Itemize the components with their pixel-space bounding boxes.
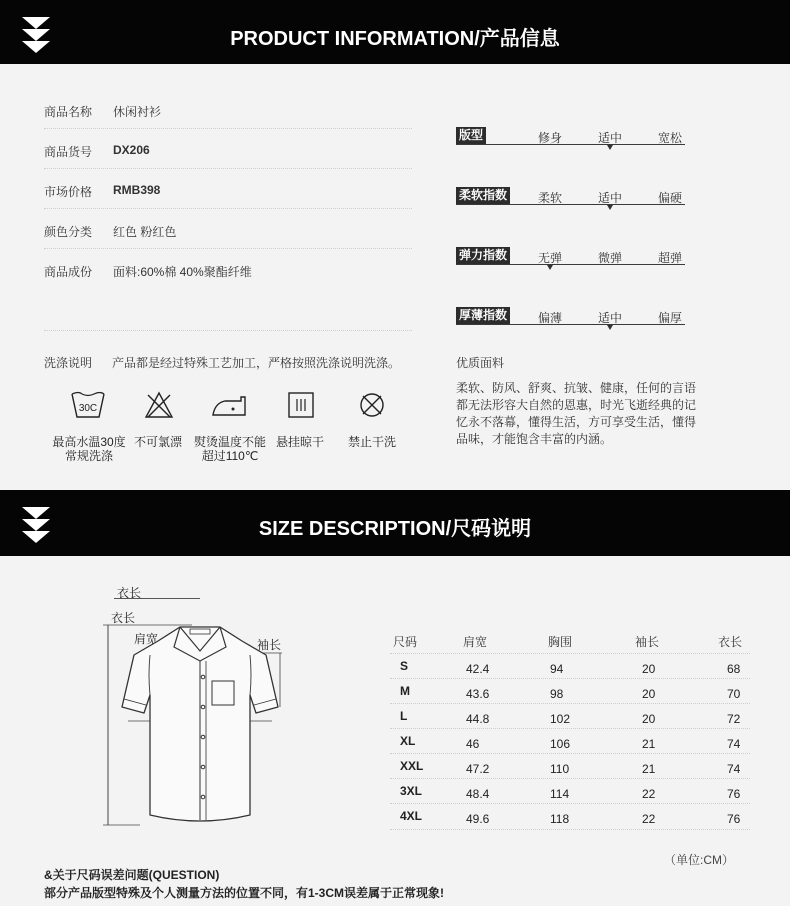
scale-option: 偏硬 [658,191,683,205]
size-cell: 21 [642,737,656,751]
size-cell: 74 [727,762,741,776]
divider [390,703,750,704]
care-label-line: 超过110℃ [201,449,259,463]
column-header: 胸围 [548,635,573,649]
care-label [128,435,188,449]
size-cell: 22 [642,787,656,801]
size-cell: XXL [400,759,424,773]
scale-line [456,204,685,205]
scale-option: 宽松 [658,131,683,145]
size-cell: 44.8 [466,712,490,726]
scale-label: 版型 [456,127,486,144]
size-cell: 94 [550,662,564,676]
scale-label: 弹力指数 [456,247,510,264]
info-value: 面料:60%棉 40%聚酯纤维 [113,265,252,279]
shirt-sketch-icon [100,615,290,830]
care-label-line: 禁止干洗 [347,435,396,449]
fabric-line: 柔软、防风、舒爽、抗皱、健康，任何的言语 [456,381,697,395]
scale-option: 超弹 [658,251,683,265]
size-cell: 42.4 [466,662,490,676]
care-label-line: 悬挂晾干 [275,435,324,449]
size-cell: 76 [727,787,741,801]
size-cell: 46 [466,737,480,751]
unit-note: （单位:CM） [664,853,734,867]
care-label-line: 不可氯漂 [133,435,182,449]
care-label [342,435,402,449]
divider [390,753,750,754]
divider [390,778,750,779]
column-header: 衣长 [718,635,743,649]
scale-line [456,324,685,325]
wash-30c-icon [70,391,106,419]
scale-option: 适中 [598,311,623,325]
size-cell: 43.6 [466,687,490,701]
size-cell: 114 [550,787,570,801]
length-line-top [114,598,200,599]
info-label: 商品货号 [44,145,93,159]
scale-option: 适中 [598,131,623,145]
size-cell: 106 [550,737,571,751]
size-cell: 98 [550,687,564,701]
care-label-line: 常规洗涤 [64,449,113,463]
info-value: DX206 [113,143,150,157]
fabric-line: 忆永不落幕，懂得生活，方可享受生活，懂得 [456,415,697,429]
fabric-description [456,380,706,448]
washing-label: 洗涤说明 [44,356,93,370]
note-title: &关于尺码误差问题(QUESTION) [44,868,220,882]
size-cell: 21 [642,762,656,776]
size-cell: 72 [727,712,741,726]
divider [390,728,750,729]
divider [390,803,750,804]
size-cell: XL [400,734,416,748]
care-label [270,435,330,449]
divider [44,248,412,249]
size-cell: S [400,659,409,673]
info-label: 商品成份 [44,265,93,279]
size-cell: 110 [550,762,570,776]
product-info-banner [0,0,790,64]
size-cell: 118 [550,812,570,826]
care-label [190,435,270,463]
column-header: 尺码 [393,635,418,649]
info-label: 市场价格 [44,185,93,199]
size-cell: L [400,709,408,723]
size-cell: 4XL [400,809,423,823]
scale-option: 适中 [598,191,623,205]
care-label [48,435,130,463]
length-label: 衣长 [111,611,136,625]
scale-marker [607,325,613,330]
size-description-banner [0,490,790,556]
size-cell: 76 [727,812,741,826]
column-header: 袖长 [635,635,660,649]
info-label: 商品名称 [44,105,93,119]
scale-option: 无弹 [538,251,563,265]
info-value: 红色 粉红色 [113,225,177,239]
size-cell: 70 [727,687,741,701]
scale-option: 偏厚 [658,311,683,325]
scale-option: 柔软 [538,191,563,205]
size-cell: 22 [642,812,656,826]
size-cell: 74 [727,737,741,751]
scale-label: 柔软指数 [456,187,510,204]
size-cell: 49.6 [466,812,490,826]
info-value: RMB398 [113,183,161,197]
scale-option: 偏薄 [538,311,563,325]
fabric-line: 品味，才能饱含丰富的内涵。 [456,432,613,446]
scale-marker [607,205,613,210]
no-bleach-icon [144,391,174,419]
care-label-line: 最高水温30度 [52,435,126,449]
divider [44,330,412,331]
scale-label: 厚薄指数 [456,307,510,324]
fabric-title: 优质面料 [456,356,505,370]
size-cell: 102 [550,712,571,726]
size-cell: 47.2 [466,762,490,776]
iron-icon [211,391,249,419]
note-text: 部分产品版型特殊及个人测量方法的位置不同，有1-3CM误差属于正常现象! [44,886,445,900]
divider [44,128,412,129]
scale-option: 修身 [538,131,563,145]
divider [44,168,412,169]
size-cell: 20 [642,662,656,676]
fabric-line: 都无法形容大自然的恩惠，时光飞逝经典的记 [456,398,697,412]
banner-title: SIZE DESCRIPTION/尺码说明 [258,518,532,540]
scale-line [456,264,685,265]
scale-marker [547,265,553,270]
hang-dry-icon [287,391,315,419]
scale-line [456,144,685,145]
divider [44,208,412,209]
size-cell: M [400,684,410,698]
info-value: 休闲衬衫 [113,105,162,119]
sleeve-label: 袖长 [257,638,282,652]
scale-option: 微弹 [598,251,623,265]
divider [390,829,750,830]
size-cell: 48.4 [466,787,490,801]
no-dry-clean-icon [358,391,386,419]
size-cell: 20 [642,687,656,701]
length-label-top: 衣长 [117,586,142,600]
scale-marker [607,145,613,150]
size-cell: 3XL [400,784,423,798]
banner-title: PRODUCT INFORMATION/产品信息 [230,28,560,50]
divider [390,678,750,679]
size-cell: 68 [727,662,741,676]
info-label: 颜色分类 [44,225,93,239]
column-header: 肩宽 [463,635,488,649]
size-cell: 20 [642,712,656,726]
care-label-line: 熨烫温度不能 [193,435,266,449]
wash-temp-text: 30C [78,403,98,414]
shoulder-label: 肩宽 [134,632,159,646]
divider [390,653,750,654]
washing-text: 产品都是经过特殊工艺加工，严格按照洗涤说明洗涤。 [112,356,401,370]
